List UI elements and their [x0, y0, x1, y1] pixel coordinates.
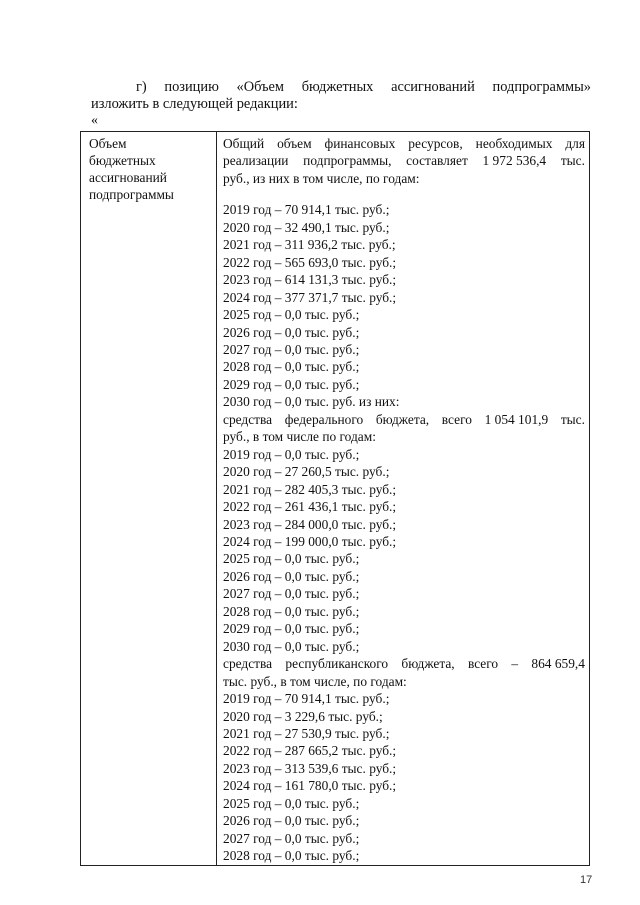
- word: бюджета,: [375, 411, 430, 427]
- year-line: 2022 год – 261 436,1 тыс. руб.;: [223, 499, 397, 515]
- word: для: [565, 136, 585, 151]
- year-line: 2030 год – 0,0 тыс. руб.;: [223, 638, 360, 654]
- year-line: 2021 год – 27 530,9 тыс. руб.;: [223, 725, 390, 741]
- intro-paragraph: [91, 79, 591, 113]
- year-line: 2023 год – 284 000,0 тыс. руб.;: [223, 516, 397, 532]
- year-line: 2020 год – 3 229,6 тыс. руб.;: [223, 708, 383, 724]
- republic-line-1: [223, 655, 585, 672]
- year-line: 2024 год – 377 371,7 тыс. руб.;: [223, 289, 397, 305]
- year-line: 2027 год – 0,0 тыс. руб.;: [223, 341, 360, 357]
- year-line: 2023 год – 313 539,6 тыс. руб.;: [223, 760, 397, 776]
- row-content-cell: [217, 132, 590, 866]
- year-line: 2020 год – 32 490,1 тыс. руб.;: [223, 219, 390, 235]
- opening-quote: «: [91, 113, 98, 128]
- word: –: [511, 656, 519, 672]
- intro-word: позицию: [164, 79, 219, 95]
- intro-word: подпрограммы»: [492, 79, 591, 95]
- word: 1 054 101,9: [484, 411, 549, 427]
- word: ресурсов,: [408, 136, 463, 151]
- label-line: Объем: [89, 136, 127, 151]
- row-label: [89, 135, 216, 203]
- year-line: 2028 год – 0,0 тыс. руб.;: [223, 603, 360, 619]
- word: подпрограммы,: [303, 153, 392, 169]
- year-line: 2029 год – 0,0 тыс. руб.;: [223, 376, 360, 392]
- year-line: 2024 год – 199 000,0 тыс. руб.;: [223, 533, 397, 549]
- intro-line-2: изложить в следующей редакции:: [91, 96, 298, 112]
- total-line-3: руб., из них в том числе, по годам:: [223, 170, 420, 186]
- label-line: ассигнований: [89, 170, 167, 185]
- year-line: 2022 год – 565 693,0 тыс. руб.;: [223, 254, 397, 270]
- word: необходимых: [475, 136, 553, 151]
- word: реализации: [223, 153, 289, 169]
- year-line: 2021 год – 282 405,3 тыс. руб.;: [223, 481, 397, 497]
- label-line: подпрограммы: [89, 187, 174, 202]
- federal-line-1: [223, 411, 585, 428]
- republic-years-list: [223, 690, 585, 865]
- word: тыс.: [560, 411, 585, 427]
- year-line: 2026 год – 0,0 тыс. руб.;: [223, 813, 360, 829]
- word: составляет: [406, 153, 468, 169]
- year-line: 2028 год – 0,0 тыс. руб.;: [223, 848, 360, 864]
- word: 864 659,4: [531, 656, 585, 672]
- word: 1 972 536,4: [482, 153, 547, 169]
- republic-line-2: тыс. руб., в том числе, по годам:: [223, 673, 407, 689]
- word: финансовых: [324, 136, 396, 151]
- intro-word: «Объем: [236, 79, 285, 95]
- year-line: 2019 год – 70 914,1 тыс. руб.;: [223, 691, 390, 707]
- total-line-2: [223, 152, 585, 169]
- word: всего: [441, 411, 472, 427]
- spacer: [223, 187, 585, 201]
- page-number: 17: [580, 874, 593, 886]
- year-line: 2026 год – 0,0 тыс. руб.;: [223, 568, 360, 584]
- year-line: 2019 год – 70 914,1 тыс. руб.;: [223, 202, 390, 218]
- year-line: 2027 год – 0,0 тыс. руб.;: [223, 586, 360, 602]
- word: республиканского: [285, 656, 389, 672]
- total-line-1: [223, 135, 585, 152]
- year-line: 2020 год – 27 260,5 тыс. руб.;: [223, 464, 390, 480]
- republic-funding-paragraph: [223, 655, 585, 690]
- total-funding-paragraph: [223, 135, 585, 187]
- federal-years-list: [223, 446, 585, 655]
- word: тыс.: [560, 153, 585, 169]
- word: всего: [467, 656, 499, 672]
- intro-word: ассигнований: [391, 79, 475, 95]
- year-line: 2025 год – 0,0 тыс. руб.;: [223, 307, 360, 323]
- year-line: 2030 год – 0,0 тыс. руб. из них:: [223, 394, 400, 410]
- year-line: 2022 год – 287 665,2 тыс. руб.;: [223, 743, 397, 759]
- year-line: 2025 год – 0,0 тыс. руб.;: [223, 551, 360, 567]
- word: бюджета,: [401, 656, 455, 672]
- year-line: 2019 год – 0,0 тыс. руб.;: [223, 446, 360, 462]
- row-label-cell: [81, 132, 217, 866]
- intro-line-1: [91, 79, 591, 96]
- year-line: 2021 год – 311 936,2 тыс. руб.;: [223, 237, 396, 253]
- intro-word: г): [136, 79, 147, 95]
- year-line: 2029 год – 0,0 тыс. руб.;: [223, 621, 360, 637]
- federal-line-2: руб., в том числе по годам:: [223, 429, 376, 445]
- label-line: бюджетных: [89, 153, 156, 168]
- intro-word: бюджетных: [301, 79, 374, 95]
- year-line: 2027 год – 0,0 тыс. руб.;: [223, 830, 360, 846]
- table-row: [81, 132, 590, 866]
- year-line: 2028 год – 0,0 тыс. руб.;: [223, 359, 360, 375]
- word: объем: [277, 136, 312, 151]
- year-line: 2024 год – 161 780,0 тыс. руб.;: [223, 778, 397, 794]
- word: федерального: [284, 411, 364, 427]
- word: средства: [223, 656, 273, 672]
- federal-funding-paragraph: [223, 411, 585, 446]
- year-line: 2023 год – 614 131,3 тыс. руб.;: [223, 272, 397, 288]
- year-line: 2026 год – 0,0 тыс. руб.;: [223, 324, 360, 340]
- word: средства: [223, 411, 273, 427]
- year-line: 2025 год – 0,0 тыс. руб.;: [223, 795, 360, 811]
- word: Общий: [223, 136, 265, 151]
- total-years-list: [223, 201, 585, 410]
- budget-table: [80, 131, 590, 866]
